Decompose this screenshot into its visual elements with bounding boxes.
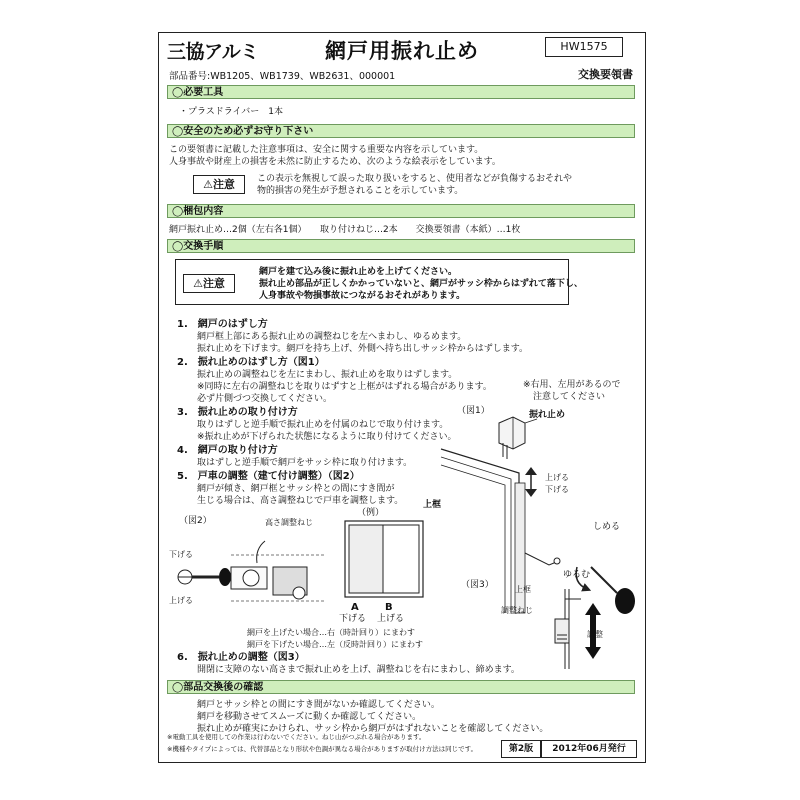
brand-logo: 三協アルミ <box>167 41 259 63</box>
section-safety-header: ◯安全のため必ずお守り下さい <box>167 124 635 138</box>
left-right-note: ※右用、左用があるので <box>523 380 621 390</box>
fig2-up-label: 上げる <box>169 596 193 605</box>
fig2-down-label: 下げる <box>169 550 193 559</box>
document-type: 交換要領書 <box>578 68 633 81</box>
step-heading: 5. 戸車の調整（建て付け調整）（図2） <box>177 471 360 482</box>
step-heading: 6. 振れ止めの調整（図3） <box>177 652 305 663</box>
caution-label-box: ⚠注意 <box>193 175 245 194</box>
document-title: 網戸用振れ止め <box>325 39 479 63</box>
contents-line: 網戸振れ止め…2個（左右各1個） 取り付けねじ…2本 交換要領書（本紙）…1枚 <box>169 225 521 235</box>
fig2-label: （図2） <box>179 516 212 526</box>
caution-text: この表示を無視して誤った取り扱いをすると、使用者などが負傷するおそれや <box>257 174 573 184</box>
step-text: 網戸が傾き、網戸框とサッシ枠との間にすき間が <box>197 484 395 494</box>
warning-triangle-icon: ⚠ <box>203 178 213 191</box>
fig3-screw-label: 調整ねじ <box>501 606 533 615</box>
step-text: 網戸框上部にある振れ止めの調整ねじを左へまわし、ゆるめます。 <box>197 332 467 342</box>
after-line: 網戸を移動させてスムーズに動くか確認してください。 <box>197 712 422 722</box>
after-line: 網戸とサッシ枠との間にすき間がないか確認してください。 <box>197 700 440 710</box>
step-text: 振れ止めの調整ねじを左にまわし、振れ止めを取りはずします。 <box>197 370 458 380</box>
adjust-note: 網戸を下げたい場合…左（反時計回り）にまわす <box>247 640 423 649</box>
example-b: B <box>385 602 393 613</box>
fig-down-label: 下げる <box>545 485 569 494</box>
tool-item: ・プラスドライバー 1本 <box>179 107 284 117</box>
footer-note: ※機種やタイプによっては、代替部品となり形状や色調が異なる場合がありますが取付け方法は同じです。 <box>167 745 478 753</box>
step-heading: 2. 振れ止めのはずし方（図1） <box>177 357 325 368</box>
step-heading: 4. 網戸の取り付け方 <box>177 445 278 456</box>
step-text: 取りはずしと逆手順で振れ止めを付属のねじで取り付けます。 <box>197 420 449 430</box>
safety-line: 人身事故や財産上の損害を未然に防止するため、次のような絵表示をしています。 <box>169 157 501 167</box>
step-text: 開閉に支障のない高さまで振れ止めを上げ、調整ねじを右にまわし、締めます。 <box>197 665 520 675</box>
after-line: 振れ止めが確実にかけられ、サッシ枠から網戸がはずれないことを確認してください。 <box>197 724 549 734</box>
adjust-note: 網戸を上げたい場合…右（時計回り）にまわす <box>247 628 415 637</box>
instruction-sheet <box>158 32 646 763</box>
edition-box: 第2版 <box>501 740 541 758</box>
step-text: 必ず片側づつ交換してください。 <box>197 394 333 404</box>
warning-triangle-icon: ⚠ <box>193 277 203 290</box>
loosen-label: ゆるむ <box>563 570 591 580</box>
height-screw-label: 高さ調整ねじ <box>265 518 313 527</box>
caution-text: 振れ止め部品が正しくかかっていないと、網戸がサッシ枠からはずれて落下し、 <box>259 279 583 289</box>
left-right-note: 注意してください <box>533 392 606 402</box>
section-procedure-header: ◯交換手順 <box>167 239 635 253</box>
fig-up-label: 上げる <box>545 473 569 482</box>
step-text: 生じる場合は、高さ調整ねじで戸車を調整します。 <box>197 496 404 506</box>
caution-text: 人身事故や物損事故につながるおそれがあります。 <box>259 291 466 301</box>
product-code: HW1575 <box>545 37 623 57</box>
adjust-label: 調整 <box>587 630 603 639</box>
example-label: （例） <box>357 508 385 518</box>
section-contents-header: ◯梱包内容 <box>167 204 635 218</box>
fig2-drawing <box>175 527 335 607</box>
example-a-caption: 下げる <box>339 614 367 624</box>
caution-text: 網戸を建て込み後に振れ止めを上げてください。 <box>259 267 458 277</box>
fig1-part-label: 振れ止め <box>529 410 566 420</box>
safety-line: この要領書に記載した注意事項は、安全に関する重要な内容を示しています。 <box>169 145 484 155</box>
footer-note: ※電動工具を使用しての作業は行わないでください。ねじ山がつぶれる場合があります。 <box>167 733 426 741</box>
fig3-label: （図3） <box>461 580 494 590</box>
step-text: ※同時に左右の調整ねじを取りはずすと上框がはずれる場合があります。 <box>197 382 492 392</box>
section-tools-header: ◯必要工具 <box>167 85 635 99</box>
tighten-label: しめる <box>593 522 621 532</box>
caution-label-box: ⚠注意 <box>183 274 235 293</box>
fig1-label: （図1） <box>457 406 490 416</box>
step-heading: 3. 振れ止めの取り付け方 <box>177 407 298 418</box>
example-a: A <box>351 602 359 613</box>
upper-frame-label: 上框 <box>423 500 442 510</box>
section-after-header: ◯部品交換後の確認 <box>167 680 635 694</box>
fig3-upper-frame-label: 上框 <box>515 585 531 594</box>
step-text: 振れ止めを下げます。網戸を持ち上げ、外側へ持ち出しサッシ枠からはずします。 <box>197 344 529 354</box>
up-down-arrow-icon <box>521 467 541 497</box>
issue-date-box: 2012年06月発行 <box>541 740 637 758</box>
step-heading: 1. 網戸のはずし方 <box>177 319 268 330</box>
example-window-drawing <box>345 521 425 599</box>
step-text: ※振れ止めが下げられた状態になるように取り付けてください。 <box>197 432 457 442</box>
part-numbers: 部品番号:WB1205、WB1739、WB2631、000001 <box>169 71 396 82</box>
caution-text: 物的損害の発生が予想されることを示しています。 <box>257 186 464 196</box>
step-text: 取はずしと逆手順で網戸をサッシ枠に取り付けます。 <box>197 458 413 468</box>
example-b-caption: 上げる <box>377 614 405 624</box>
fig3-drawing <box>547 589 587 669</box>
